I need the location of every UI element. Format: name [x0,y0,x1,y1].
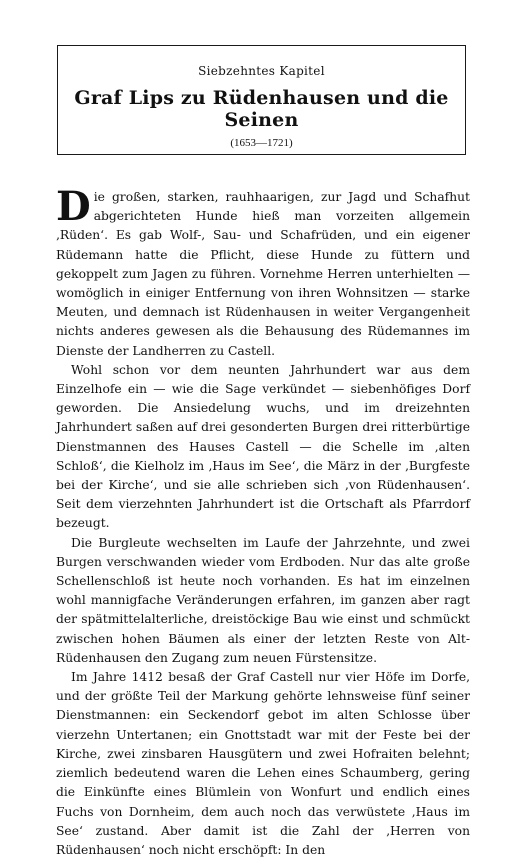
chapter-label: Siebzehntes Kapitel [198,64,325,78]
paragraph-1 [56,183,470,361]
paragraph-2: Wohl schon vor dem neunten Jahrhundert war aus dem Einzelhofe ein — wie die Sage verkündet — siebenhöfiges Dorf geworden. Die Ansiedelung wuchs, und im dreizehnten Jahrhundert saßen auf drei gesonderten Burgen drei ritterbürtige Dienstmannen des Hauses Castell — die Schelle im ‚alten Schloß‘, die Kielholz im ‚Haus im See‘, die März in der ‚Burgfeste bei der Kirche‘, und sie alle schrieben sich ‚von Rüdenhausen‘. Seit dem vierzehnten Jahrhundert ist die Ortschaft als Pfarrdorf bezeugt. [56,362,470,531]
chapter-years: (1653—1721) [230,137,293,149]
paragraph-1-text: ie großen, starken, rauhhaarigen, zur Jagd und Schafhut abgerichteten Hunde hieß man vorzeiten allgemein ‚Rüden‘. Es gab Wolf-, Sau- und Schafrüden, und ein eigener Rüdemann hatte die Pflicht, diese Hunde zu füttern und gekoppelt zum Jagen zu führen. Vornehme Herren unterhielten — womöglich in einiger Entfernung von ihren Wohnsitzen — starke Meuten, und demnach ist Rüdenhausen in weiter Vergangenheit nichts anderes gewesen als die Behausung des Rüdemannes im Dienste der Landherren zu Castell. [56,190,470,358]
chapter-header-box [57,45,466,155]
chapter-title: Graf Lips zu Rüdenhausen und die Seinen [74,87,449,131]
paragraph-4: Im Jahre 1412 besaß der Graf Castell nur vier Höfe im Dorfe, und der größte Teil der Markung gehörte lehnsweise fünf seiner Dienstmannen: ein Seckendorf gebot im alten Schlosse über vierzehn Untertanen; ein Gnottstadt war mit der Feste bei der Kirche, zwei zinsbaren Hausgütern und zwei Hofraiten belehnt; ziemlich bedeutend waren die Lehen eines Schaumberg, gering die Einkünfte eines Blümlein von Wonfurt und endlich eines Fuchs von Dornheim, dem auch noch das verwüstete ‚Haus im See‘ zustand. Aber damit ist die Zahl der ‚Herren von Rüdenhausen‘ noch nicht erschöpft: In den [56,670,470,857]
drop-cap: D [56,183,91,230]
chapter-body [56,183,470,860]
paragraph-3: Die Burgleute wechselten im Laufe der Jahrzehnte, und zwei Burgen verschwanden wieder vom Erdboden. Nur das alte große Schellenschloß ist heute noch vorhanden. Es hat im einzelnen wohl mannigfache Veränderungen erfahren, im ganzen aber ragt der spätmittelalterliche, dreistöckige Bau wie einst und schmückt zwischen hohen Bäumen als einer der letzten Reste von Alt-Rüdenhausen den Zugang zum neuen Fürstensitze. [56,535,470,665]
